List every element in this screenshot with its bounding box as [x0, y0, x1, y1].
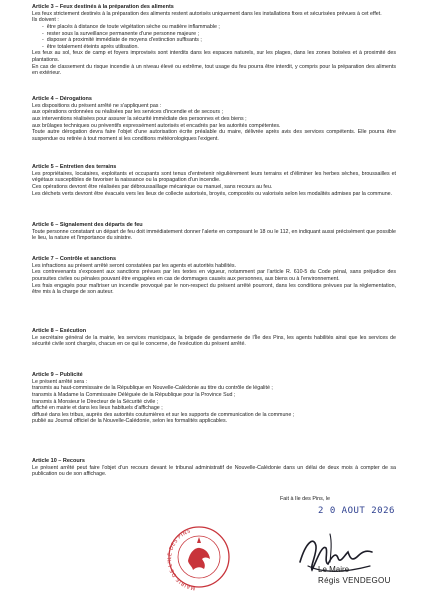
article-4-line: aux opérations ordonnées ou réalisées par les services d'incendie et de secours ; [32, 109, 223, 116]
article-9 [32, 372, 396, 425]
article-4-line: Toute autre dérogation devra faire l'objet d'une autorisation écrite préalable du maire, délivrée après avis des services compétents. Elle pourra être suspendue ou retirée à tout moment si les conditions météorologiques l'exigent. [32, 129, 396, 142]
article-10-heading: Article 10 – Recours [32, 458, 85, 464]
article-4-heading: Article 4 – Dérogations [32, 96, 92, 102]
article-4-line: Les dispositions du présent arrêté ne s'appliquent pas : [32, 102, 162, 109]
article-3-item: - être totalement éteints après utilisation. [42, 43, 139, 50]
article-9-line: transmis à Madame la Commissaire Déléguée de la République pour la Province Sud ; [32, 391, 236, 398]
article-10-paragraph: Le présent arrêté peut faire l'objet d'un recours devant le tribunal administratif de Nouvelle-Calédonie dans un délai de deux mois à compter de sa publication ou de son affichage. [32, 464, 396, 478]
signature-place: Fait à Ile des Pins, le [280, 496, 331, 502]
article-6-paragraph: Toute personne constatant un départ de feu doit immédiatement donner l'alerte en composant le 18 ou le 112, en indiquant aussi précisément que possible le lieu, la nature et l'importance du sinistre. [32, 228, 396, 242]
article-5-paragraph: Les déchets verts devront être évacués vers les lieux de collecte autorisés, broyés, compostés ou valorisés selon les modalités admises par la commune. [32, 190, 393, 197]
article-5 [32, 164, 396, 197]
article-9-line: publié au Journal officiel de la Nouvelle-Calédonie, selon les formalités applicables. [32, 418, 228, 425]
article-10 [32, 458, 396, 478]
article-7 [32, 256, 396, 296]
article-6-heading: Article 6 – Signalement des départs de feu [32, 222, 143, 228]
article-3-intro: Les feux strictement destinés à la préparation des aliments restent autorisés uniquement dans les installations fixes et sécurisées prévues à cet effet. [32, 10, 382, 17]
article-8-heading: Article 8 – Exécution [32, 328, 87, 334]
article-3-item: - disposer à proximité immédiate de moyens d'extinction suffisants ; [42, 37, 202, 44]
article-4-line: aux brûlages techniques ou préventifs expressément autorisés et encadrés par les autorités compétentes. [32, 122, 281, 129]
article-4-line: aux interventions réalisées pour assurer la sécurité immédiate des personnes et des biens ; [32, 115, 247, 122]
date-stamp: 2 0 AOUT 2026 [318, 506, 395, 516]
article-3-paragraph: Les feux au sol, feux de camp et foyers improvisés sont interdits dans les espaces naturels, sur les plages, dans les zones boisées et à proximité des plantations. [32, 50, 396, 63]
article-8 [32, 328, 396, 348]
article-9-line: transmis à Monsieur le Directeur de la Sécurité civile ; [32, 398, 159, 405]
article-3-heading: Article 3 – Feux destinés à la préparation des aliments [32, 4, 174, 10]
article-4 [32, 96, 396, 142]
article-5-heading: Article 5 – Entretien des terrains [32, 164, 117, 170]
article-3-paragraph: En cas de classement du risque incendie à un niveau élevé ou extrême, tout usage du feu pourra être interdit, y compris pour la préparation des aliments en extérieur. [32, 63, 396, 77]
article-9-line: affiché en mairie et dans les lieux habituels d'affichage ; [32, 405, 163, 412]
article-7-heading: Article 7 – Contrôle et sanctions [32, 256, 117, 262]
article-9-line: diffusé dans les tribus, auprès des autorités coutumières et sur les supports de communication de la commune ; [32, 411, 295, 418]
signatory-name: Régis VENDEGOU [318, 576, 391, 585]
article-7-paragraph: Les frais engagés pour maîtriser un incendie provoqué par le non-respect du présent arrêté pourront, dans les conditions prévues par la réglementation, être mis à la charge de son auteur. [32, 282, 396, 296]
article-9-heading: Article 9 – Publicité [32, 372, 83, 378]
article-5-paragraph: Les propriétaires, locataires, exploitants et occupants sont tenus d'entretenir régulièrement leurs terrains et d'éliminer les herbes sèches, broussailles et végétaux susceptibles de favoriser la naissance ou la propagation d'un incendie. [32, 170, 396, 184]
article-3-must-label: Ils doivent : [32, 17, 59, 24]
article-7-paragraph: Les infractions au présent arrêté seront constatées par les agents et autorités habilités. [32, 262, 237, 269]
article-5-paragraph: Ces opérations devront être réalisées par débroussaillage mécanique ou manuel, sans recours au feu. [32, 183, 273, 190]
article-6 [32, 222, 396, 242]
article-7-paragraph: Les contrevenants s'exposent aux sanctions prévues par les textes en vigueur, notamment par l'article R. 610-5 du Code pénal, sans préjudice des poursuites civiles ou pénales pouvant être engagées en cas de dommages causés aux personnes, aux biens ou à l'environnement. [32, 269, 396, 282]
article-3 [32, 4, 396, 77]
article-9-line: Le présent arrêté sera : [32, 378, 88, 385]
article-8-paragraph: Le secrétaire général de la mairie, les services municipaux, la brigade de gendarmerie de l'Île des Pins, les agents habilités ainsi que les services de sécurité civile sont chargés, chacun en ce qui le concerne, de l'exécution du présent arrêté. [32, 334, 396, 348]
article-3-item: - être placés à distance de toute végétation sèche ou matière inflammable ; [42, 23, 220, 30]
mairie-seal-icon [166, 517, 232, 591]
article-3-item: - rester sous la surveillance permanente d'une personne majeure ; [42, 30, 200, 37]
svg-text:MAIRIE DE L'ILE DES PINS: MAIRIE DE L'ILE DES PINS [167, 528, 196, 591]
article-9-line: transmis au haut-commissaire de la République en Nouvelle-Calédonie au titre du contrôle de légalité ; [32, 385, 273, 392]
signatory-title: Le Maire [318, 565, 350, 574]
